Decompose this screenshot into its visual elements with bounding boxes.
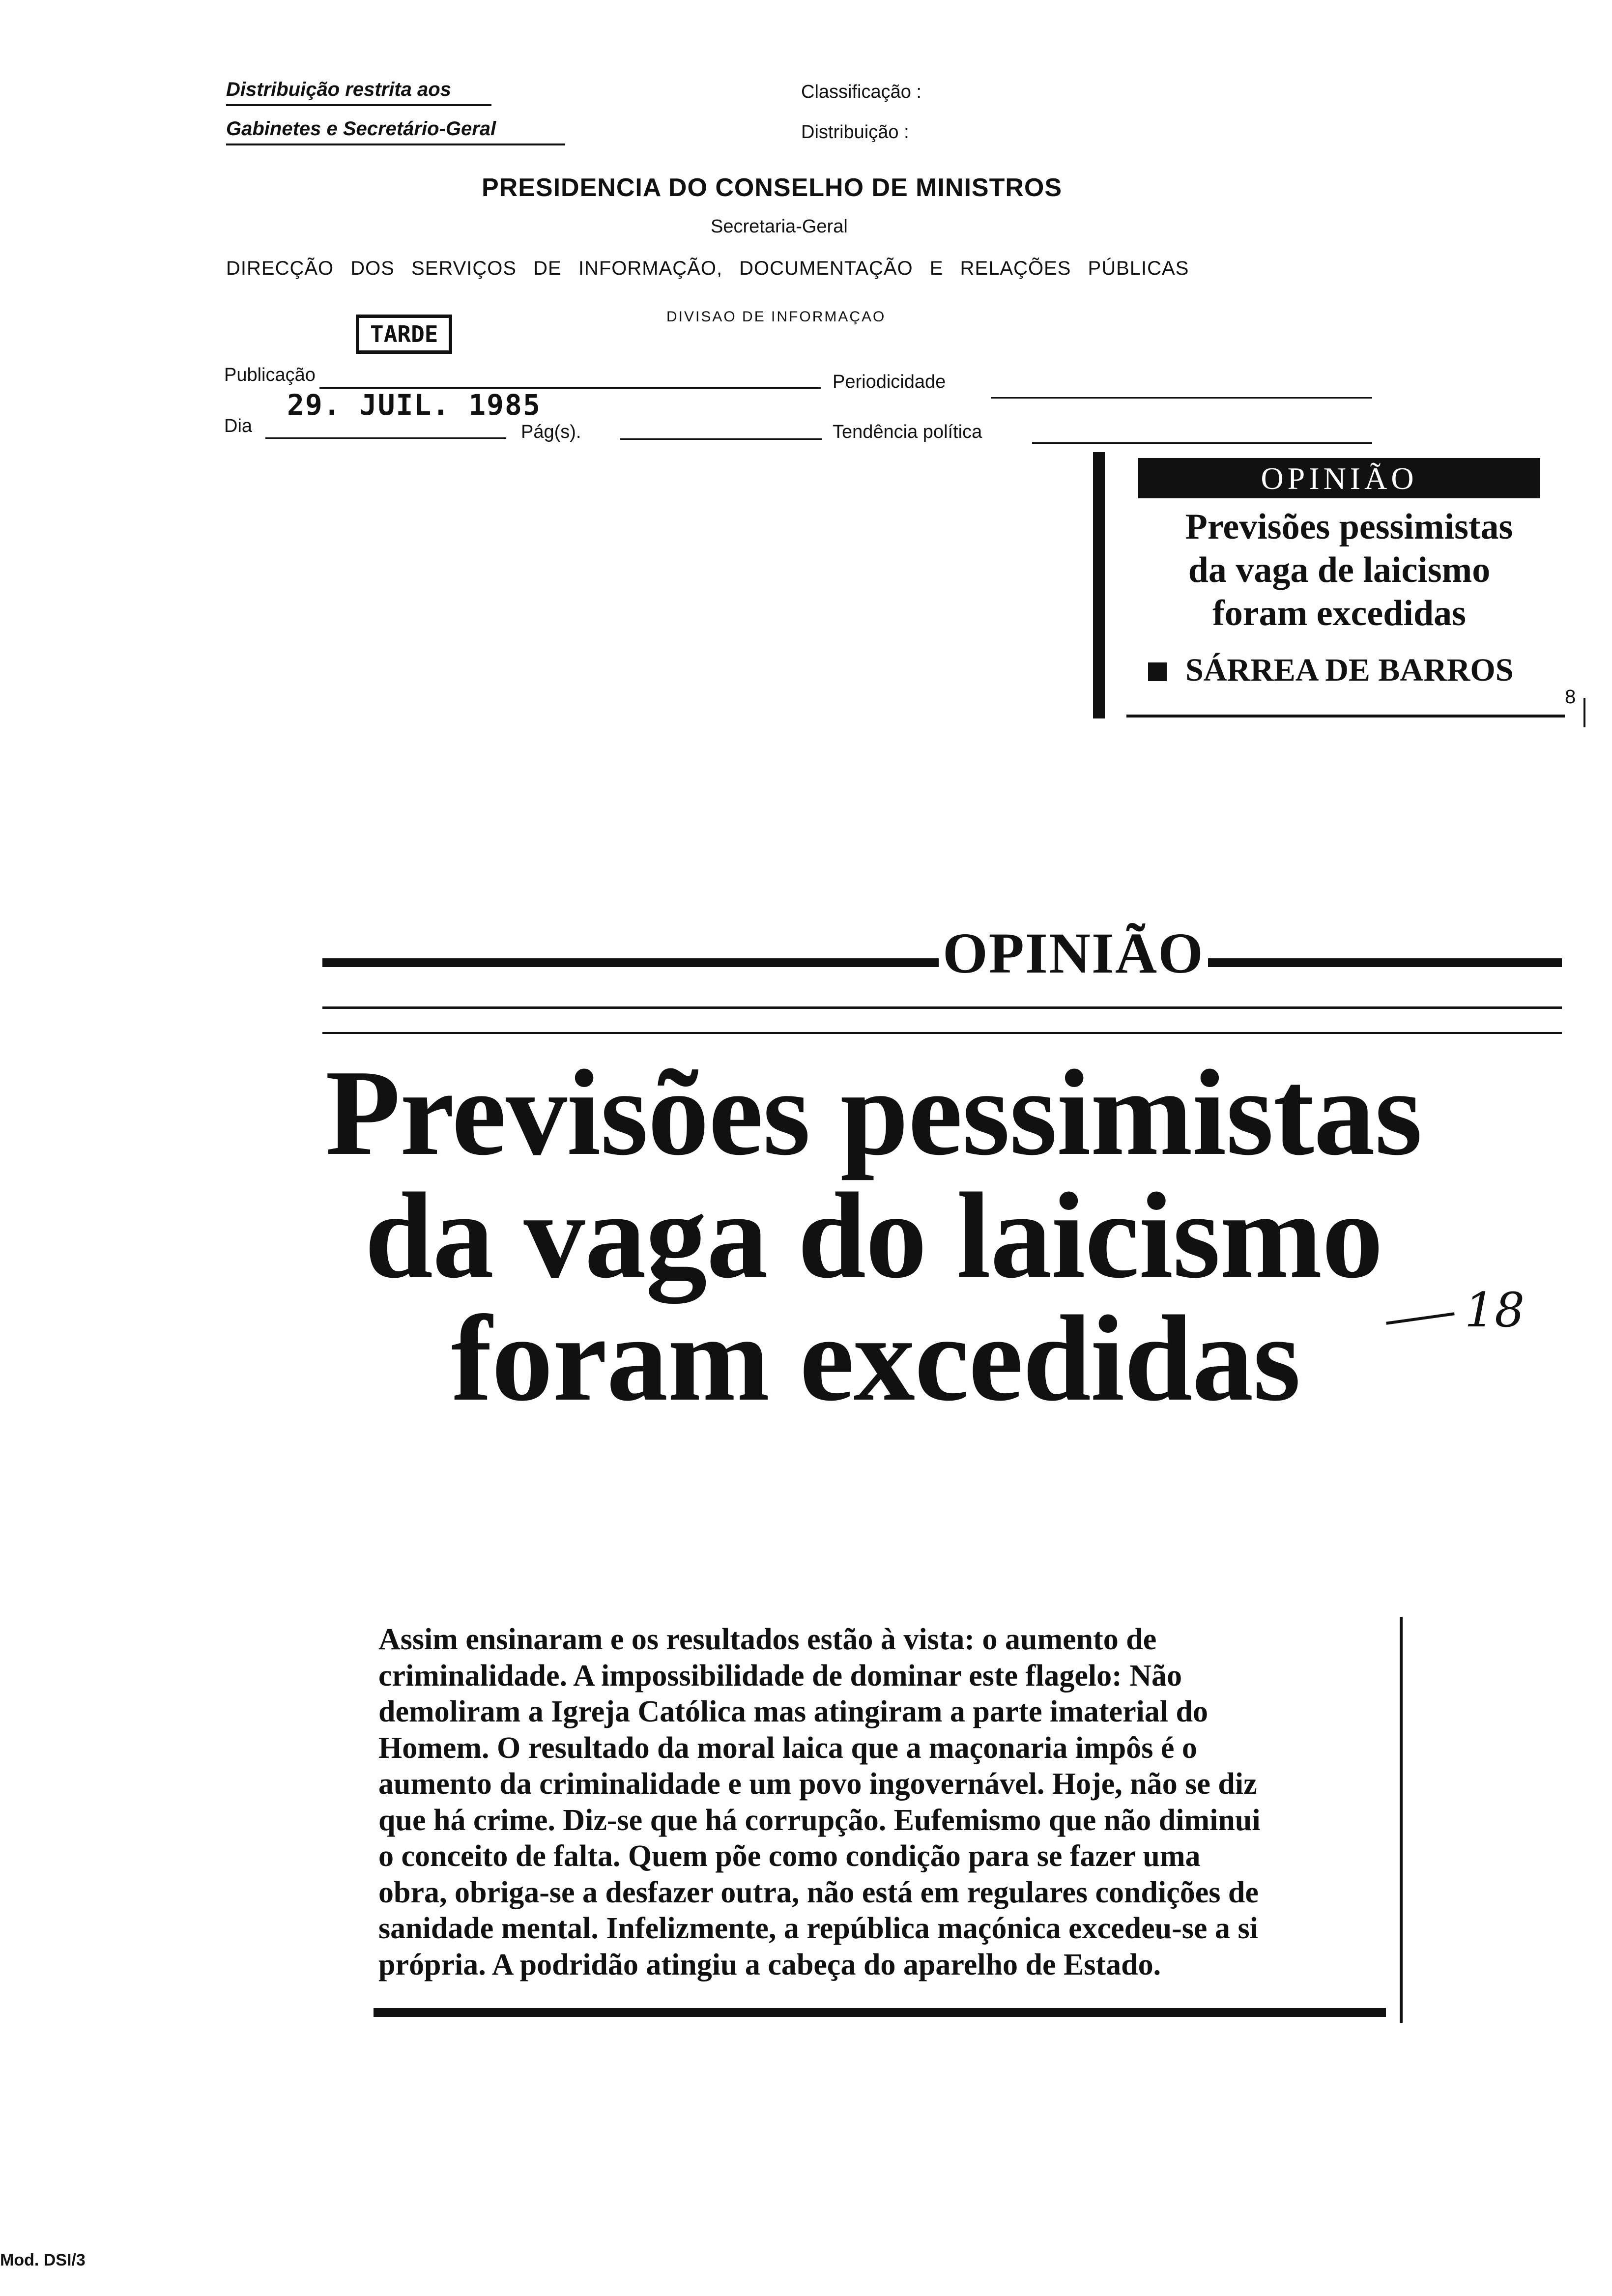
form-line xyxy=(1032,442,1372,444)
body-line: Homem. O resultado da moral laica que a maçonaria impôs é o xyxy=(378,1731,1197,1765)
thumbnail-left-rule xyxy=(1093,452,1105,718)
form-code: Mod. DSI/3 xyxy=(0,2251,86,2269)
divisao-label: DIVISAO DE INFORMAÇAO xyxy=(666,309,886,325)
restricted-distribution-line1: Distribuição restrita aos xyxy=(226,79,451,100)
body-line: própria. A podridão atingiu a cabeça do aparelho de Estado. xyxy=(378,1948,1161,1981)
thumbnail-author: SÁRREA DE BARROS xyxy=(1185,652,1514,688)
clipping-title-line2: da vaga do laicismo xyxy=(365,1168,1383,1304)
handwritten-dash xyxy=(1386,1312,1454,1324)
body-line: demoliram a Igreja Católica mas atingiram a parte imaterial do xyxy=(378,1695,1209,1728)
classificacao-label: Classificação : xyxy=(801,82,921,102)
body-line: o conceito de falta. Quem põe como condição para se fazer uma xyxy=(378,1839,1201,1873)
underline xyxy=(226,144,565,145)
clipping-title-line1: Previsões pessimistas xyxy=(325,1045,1422,1181)
section-thin-rule xyxy=(322,1032,1562,1034)
thumbnail-section-band: OPINIÃO xyxy=(1138,458,1540,498)
body-line: aumento da criminalidade e um povo ingovernável. Hoje, não se diz xyxy=(378,1767,1257,1801)
body-line: obra, obriga-se a desfazer outra, não está em regulares condições de xyxy=(378,1875,1259,1909)
thumbnail-right-rule xyxy=(1583,698,1585,727)
clipping-body xyxy=(378,1622,1361,1983)
body-line: que há crime. Diz-se que há corrupção. Eufemismo que não diminui xyxy=(378,1803,1261,1837)
publication-stamp: TARDE xyxy=(356,315,452,354)
periodicidade-label: Periodicidade xyxy=(833,372,946,392)
clipping-title-line3: foram excedidas xyxy=(451,1291,1300,1427)
institution-title: PRESIDENCIA DO CONSELHO DE MINISTROS xyxy=(482,173,1063,202)
square-bullet-icon xyxy=(1148,662,1167,681)
pags-label: Pág(s). xyxy=(521,422,581,442)
distribuicao-label: Distribuição : xyxy=(801,122,909,143)
tendencia-label: Tendência política xyxy=(833,422,982,442)
handwritten-note: 18 xyxy=(1465,1283,1525,1338)
date-stamp: 29. JUIL. 1985 xyxy=(287,388,541,422)
thumbnail-bottom-rule xyxy=(1126,715,1565,718)
body-right-rule xyxy=(1400,1617,1403,2023)
restricted-distribution-line2: Gabinetes e Secretário-Geral xyxy=(226,118,496,140)
form-line xyxy=(620,438,822,440)
form-line xyxy=(991,397,1372,399)
thumbnail-title-line2: da vaga de laicismo xyxy=(1188,550,1491,590)
clipping-section-label: OPINIÃO xyxy=(939,920,1208,987)
body-bottom-rule xyxy=(374,2008,1386,2017)
thumbnail-title-line1: Previsões pessimistas xyxy=(1185,507,1513,547)
publicacao-label: Publicação xyxy=(224,365,316,385)
section-thin-rule xyxy=(322,1006,1562,1009)
body-line: Assim ensinaram e os resultados estão à vista: o aumento de xyxy=(378,1623,1157,1656)
thumbnail-title-line3: foram excedidas xyxy=(1212,593,1466,633)
direccao-label: DIRECÇÃO DOS SERVIÇOS DE INFORMAÇÃO, DOCUMENTAÇÃO E RELAÇÕES PÚBLICAS xyxy=(226,258,1189,279)
body-line: sanidade mental. Infelizmente, a república maçónica excedeu-se a si xyxy=(378,1912,1258,1945)
thumbnail-page-number: 8 xyxy=(1565,686,1576,708)
secretaria-label: Secretaria-Geral xyxy=(711,216,848,237)
underline xyxy=(226,104,491,106)
body-line: criminalidade. A impossibilidade de dominar este flagelo: Não xyxy=(378,1659,1182,1693)
dia-label: Dia xyxy=(224,416,253,436)
form-line xyxy=(265,437,506,439)
